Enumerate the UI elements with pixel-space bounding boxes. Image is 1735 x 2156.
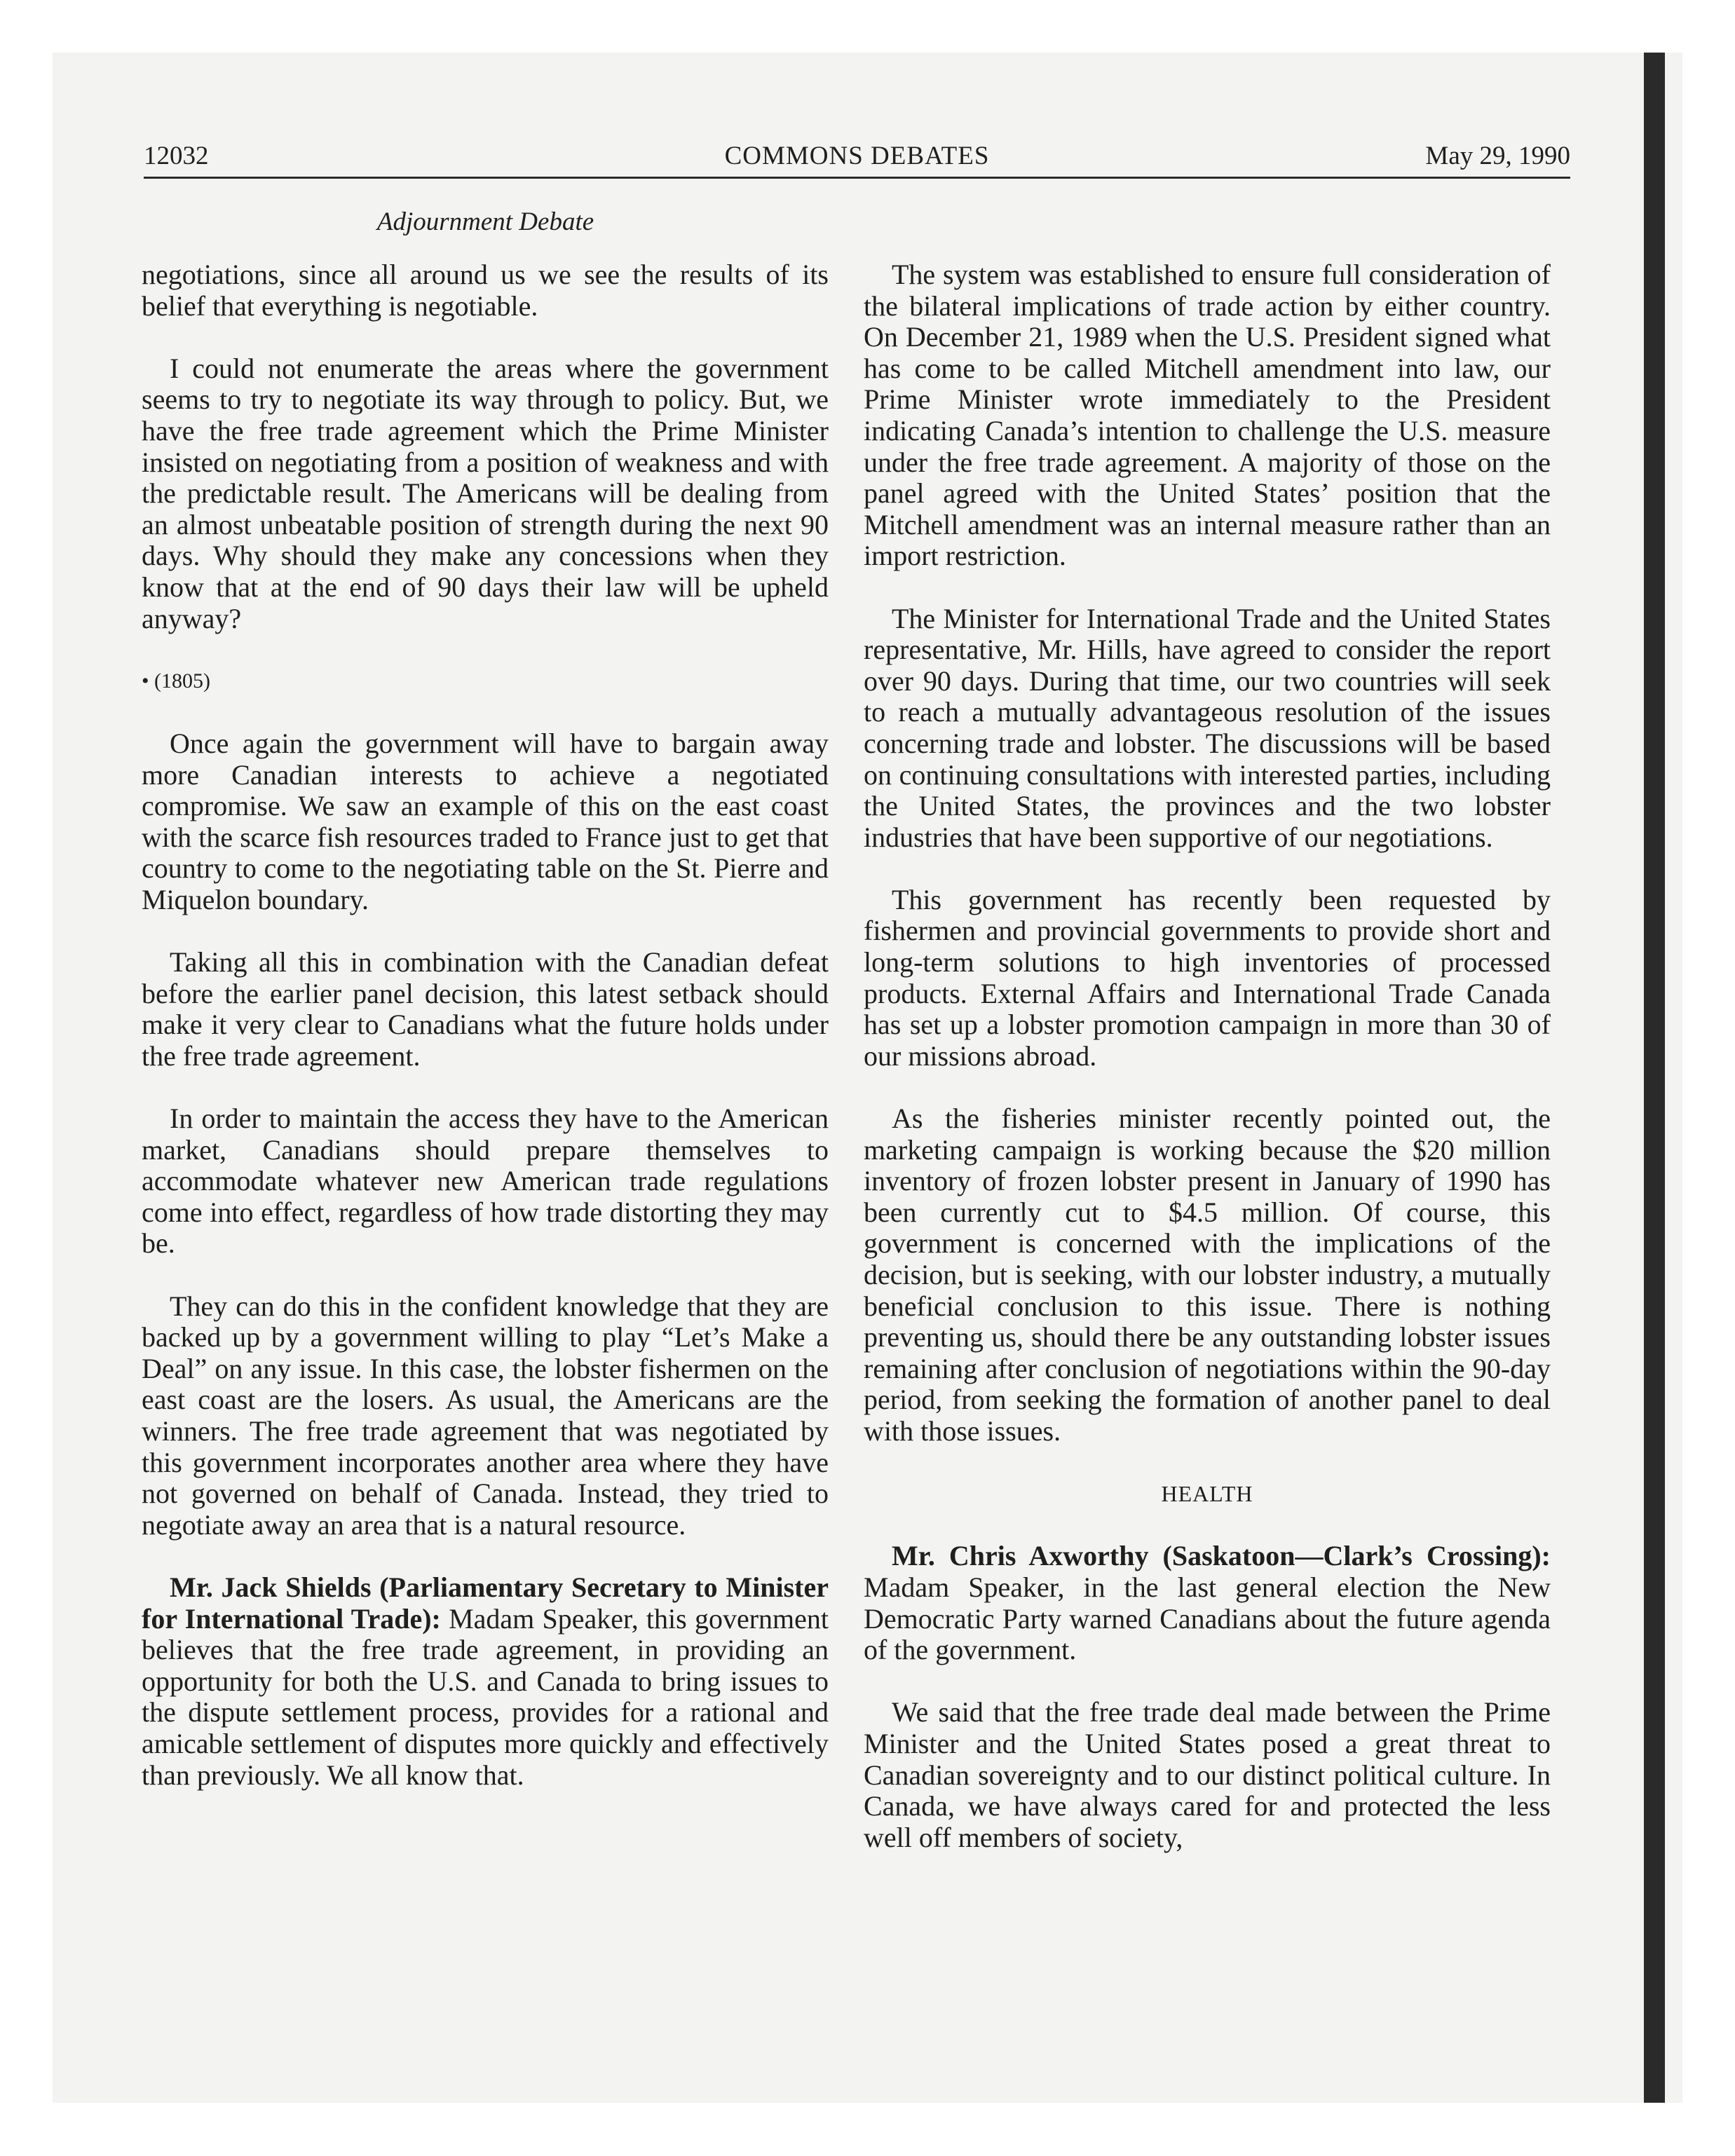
paragraph: I could not enumerate the areas where the government seems to try to negotiate its way through to policy. But, we have the free trade agreement which the Prime Minister insisted on negotiating from a position of weakness and with the predictable result. The Americans will be dealing from an almost unbeatable position of strength during the next 90 days. Why should they make any concessions when they know that at the end of 90 days their law will be upheld anyway? (142, 352, 829, 634)
speaker-paragraph (142, 1572, 829, 1791)
paragraph: The system was established to ensure full consideration of the bilateral implications of trade action by either country. On December 21, 1989 when the U.S. President signed what has come to be called Mitchell amendment into law, our Prime Minister wrote immediately to the President indicating Canada’s intention to challenge the U.S. measure under the free trade agreement. A majority of those on the panel agreed with the United States’ position that the Mitchell amendment was an internal measure rather than an import restriction. (864, 259, 1551, 572)
paragraph: As the fisheries minister recently pointed out, the marketing campaign is working because the $20 million inventory of frozen lobster present in January of 1990 has been currently cut to $4.5 million. Of course, this government is concerned with the implications of the decision, but is seeking, with our lobster industry, a mutually beneficial conclusion to this issue. There is nothing preventing us, should there be any outstanding lobster issues remaining after conclusion of negotiations within the 90-day period, from seeking the formation of another panel to deal with those issues. (864, 1103, 1551, 1447)
publication-title: COMMONS DEBATES (724, 142, 990, 170)
left-column (142, 259, 829, 1822)
paragraph: Taking all this in combination with the Canadian defeat before the earlier panel decision, this latest setback should make it very clear to Canadians what the future holds under the free trade agreement. (142, 946, 829, 1072)
subject-heading: HEALTH (1161, 1481, 1253, 1507)
speech-text: Madam Speaker, in the last general election the New Democratic Party warned Canadians about the future agenda of the government. (864, 1571, 1551, 1666)
page-number: 12032 (144, 142, 209, 170)
paragraph: The Minister for International Trade and the United States representative, Mr. Hills, have agreed to consider the report over 90 days. During that time, our two countries will seek to reach a mutually advantageous resolution of the issues concerning trade and lobster. The discussions will be based on continuing consultations with interested parties, including the United States, the provinces and the two lobster industries that have been supportive of our negotiations. (864, 602, 1551, 853)
paragraph: This government has recently been requested by fishermen and provincial governments to provide short and long-term solutions to high inventories of processed products. External Affairs and International Trade Canada has set up a lobster promotion campaign in more than 30 of our missions abroad. (864, 883, 1551, 1072)
header-rule (144, 177, 1570, 179)
paragraph: In order to maintain the access they have to the American market, Canadians should prepare themselves to accommodate whatever new American trade regulations come into effect, regardless of how trade distorting they may be. (142, 1103, 829, 1260)
paragraph: negotiations, since all around us we see the results of its belief that everything is negotiable. (142, 259, 829, 322)
paragraph: We said that the free trade deal made between the Prime Minister and the United States posed a great threat to Canadian sovereignty and to our distinct political culture. In Canada, we have always cared for and protected the less well off members of society, (864, 1696, 1551, 1853)
scan-edge (1644, 53, 1665, 2103)
publication-date: May 29, 1990 (1425, 142, 1570, 170)
paragraph: Once again the government will have to bargain away more Canadian interests to achieve a negotiated compromise. We saw an example of this on the east coast with the scarce fish resources traded to France just to get that country to come to the negotiating table on the St. Pierre and Miquelon boundary. (142, 727, 829, 915)
speaker-name: Mr. Chris Axworthy (Saskatoon—Clark’s Crossing): (892, 1540, 1551, 1572)
paragraph: They can do this in the confident knowledge that they are backed up by a government willing to play “Let’s Make a Deal” on any issue. In this case, the lobster fishermen on the east coast are the losers. As usual, the Americans are the winners. The free trade agreement that was negotiated by this government incorporates another area where they have not governed on behalf of Canada. Instead, they tried to negotiate away an area that is a natural resource. (142, 1290, 829, 1541)
page-header (144, 137, 1570, 176)
speech-text: Madam Speaker, this government believes that the free trade agreement, in providing an opportunity for both the U.S. and Canada to bring issues to the dispute settlement process, provides for a rational and amicable settlement of disputes more quickly and effectively than previously. We all know that. (142, 1602, 829, 1791)
speaker-paragraph (864, 1541, 1551, 1665)
time-marker: • (1805) (142, 669, 210, 692)
right-column (864, 259, 1551, 1885)
speaker-name: Mr. Jack Shields (Parliamentary Secretary to Minister for International Trade): (142, 1571, 829, 1635)
section-title: Adjournment Debate (376, 207, 594, 236)
